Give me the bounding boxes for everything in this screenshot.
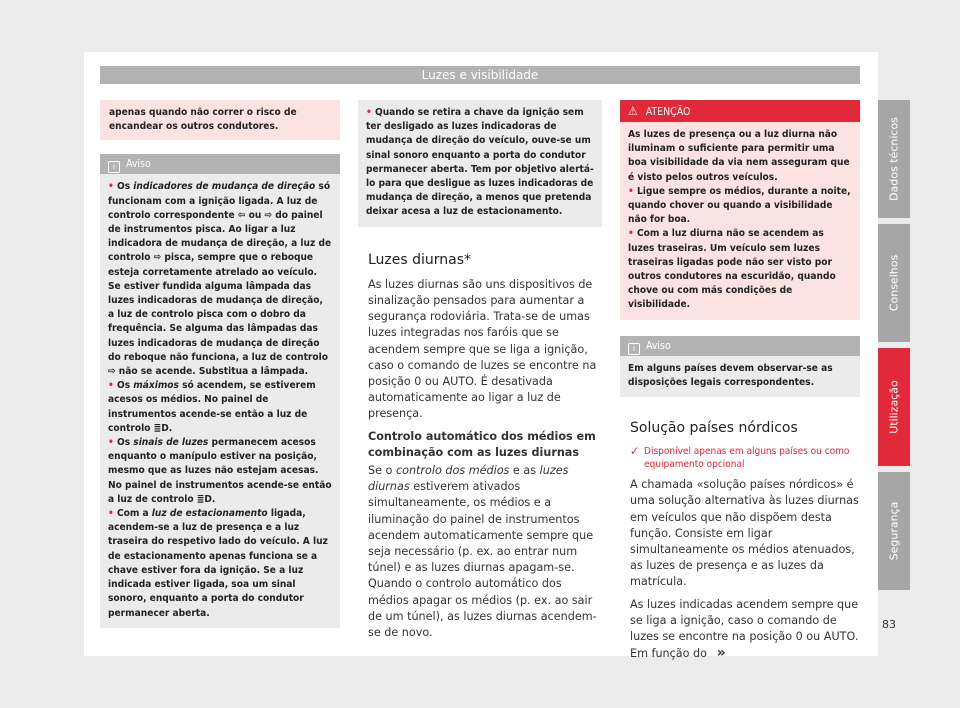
tab-utilizacao[interactable]: Utilização [878, 348, 910, 466]
atencao-body: As luzes de presença ou a luz diurna não iluminam o suficiente para permitir uma boa visibilidade da via nem asseguram que é visto pelos outros veículos. • Ligue sempre os médios, durante a noite, quando chover ou quando a visibilidade não for boa. • Com a luz diurna não se acendem as luzes traseiras. Um veículo sem luzes traseiras ligadas pode não ser visto por outros condutores na escuridão, quando chove ou com más condições de visibilidade. [620, 122, 860, 320]
aviso-title: Aviso [126, 158, 151, 171]
aviso-bullet-3: • Os sinais de luzes permanecem acesos enquanto o manípulo estiver na posição, mesmo que as luzes não estejam acesas. No painel de instrumentos acende-se então a luz de controlo ≣D. [108, 437, 332, 505]
check-icon: ✓ [630, 444, 640, 459]
availability-note: ✓ Disponível apenas em alguns países ou como equipamento opcional [630, 444, 850, 471]
section-heading-nordicos: Solução países nórdicos [630, 420, 798, 437]
tab-seguranca[interactable]: Segurança [878, 472, 910, 590]
page-number: 83 [882, 618, 896, 631]
bullet-icon: • [366, 107, 372, 118]
bullet-icon: • [108, 508, 114, 520]
warning-triangle-icon: ⚠ [628, 104, 638, 118]
info-icon: i [108, 161, 120, 173]
aviso-header: i Aviso [620, 336, 860, 356]
aviso-bullet-1: • Os indicadores de mudança de direção só funcionam com a ignição ligada. A luz de controlo correspondente ⇦ ou ⇨ do painel de instrumentos pisca. Ao ligar a luz indicadora de mudança de direção, a luz de controlo ⇨ pisca, sempre que o reboque esteja corretamente atrelado ao veículo. Se estiver fundida alguma lâmpada das luzes indicadoras de mudança de direção, a luz de controlo pisca com o dobro da frequência. Se alguma das lâmpadas das luzes indicadoras de mudança de direção do reboque não funciona, a luz de controlo ⇨ não se acende. Substitua a lâmpada. [108, 181, 332, 378]
page-header: Luzes e visibilidade [100, 66, 860, 84]
aviso-bullet-4: • Com a luz de estacionamento ligada, acendem-se a luz de presença e a luz traseira do respetivo lado do veículo. A luz de estacionamento apenas funciona se a chave estiver fora da ignição. Se a luz indicada estiver ligada, soa um sinal sonoro, enquanto a porta do condutor permanecer aberta. [108, 508, 328, 619]
bullet-icon: • [108, 380, 114, 392]
nordicos-body [630, 477, 860, 662]
aviso-body: Em alguns países devem observar-se as disposições legais correspondentes. [620, 356, 860, 397]
luzes-diurnas-body [368, 277, 602, 641]
aviso-continuation: • Quando se retira a chave da ignição sem ter desligado as luzes indicadoras de mudança de direção do veículo, ouve-se um sinal sonoro enquanto a porta do condutor permanecer aberta. Tem por objetivo alertá-lo para que desligue as luzes indicadoras de mudança de direção, a menos que pretenda deixar acesa a luz de estacionamento. [358, 100, 602, 227]
column-1 [100, 100, 340, 628]
bullet-icon: • [108, 437, 114, 449]
aviso-body [100, 174, 340, 627]
paragraph: As luzes diurnas são uns dispositivos de sinalização pensados para aumentar a segurança rodoviária. Trata-se de umas luzes integradas nos faróis que se acendem sempre que se liga a ignição, caso o comando de luzes se encontre na posição 0 ou AUTO. É desativada automaticamente ao ligar a luz de presença. [368, 277, 597, 421]
paragraph: As luzes indicadas acendem sempre que se liga a ignição, caso o comando de luzes se encontre na posição 0 ou AUTO. Em função do » [630, 597, 859, 662]
aviso-header [100, 154, 340, 174]
bullet-icon: • [108, 181, 114, 193]
column-3 [620, 100, 860, 662]
aviso-bullet-2: • Os máximos só acendem, se estiverem acesos os médios. No painel de instrumentos acende-se então a luz de controlo ≣D. [108, 380, 316, 434]
bullet-icon: • [628, 185, 634, 197]
section-heading-luzes-diurnas: Luzes diurnas* [368, 251, 472, 268]
info-icon: i [628, 343, 640, 355]
warning-continuation: apenas quando não correr o risco de encandear os outros condutores. [100, 100, 340, 140]
atencao-title: ATENÇÃO [645, 106, 691, 118]
paragraph: Se o controlo dos médios e as luzes diurnas estiverem ativados simultaneamente, os médios e a iluminação do painel de instrumentos acendem automaticamente sempre que seja necessário (p. ex. ao entrar num túnel) e as luzes diurnas apagam-se. Quando o controlo automático dos médios apagar os médios (p. ex. ao sair de um túnel), as luzes diurnas acendem-se de novo. [368, 464, 597, 640]
continue-arrow-icon: » [716, 645, 726, 662]
bullet-icon: • [628, 228, 634, 240]
column-2 [358, 100, 602, 641]
tab-dados-tecnicos[interactable]: Dados técnicos [878, 100, 910, 218]
subheading: Controlo automático dos médios em combinação com as luzes diurnas [368, 429, 596, 459]
tab-conselhos[interactable]: Conselhos [878, 224, 910, 342]
atencao-header [620, 100, 860, 122]
paragraph: A chamada «solução países nórdicos» é uma solução alternativa às luzes diurnas em veículos que não dispõem desta função. Consiste em ligar simultaneamente os médios atenuados, as luzes de presença e as luzes da matrícula. [630, 478, 859, 589]
